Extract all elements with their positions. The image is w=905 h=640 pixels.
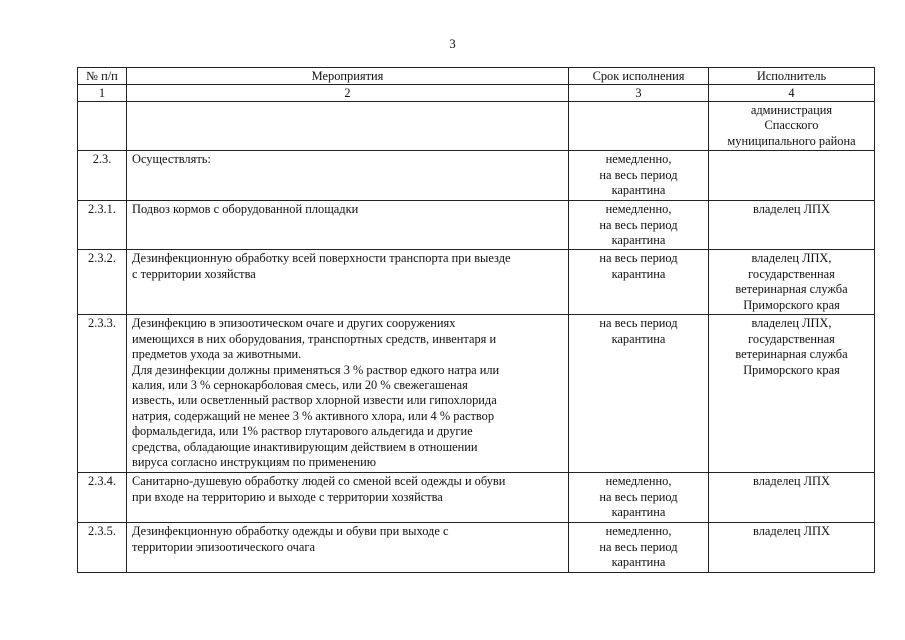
measures-table bbox=[77, 67, 875, 573]
row-number bbox=[78, 102, 127, 151]
row-executor: владелец ЛПХ bbox=[709, 473, 875, 523]
row-activity: Санитарно-душевую обработку людей со сменой всей одежды и обуви при входе на территорию и выходе с территории хозяйства bbox=[127, 473, 569, 523]
table-row bbox=[78, 523, 875, 572]
header-executor: Исполнитель bbox=[709, 68, 875, 85]
row-term: немедленно, на весь период карантина bbox=[569, 523, 709, 572]
row-term: на весь период карантина bbox=[569, 250, 709, 315]
column-index: 1 bbox=[78, 85, 127, 102]
header-term: Срок исполнения bbox=[569, 68, 709, 85]
row-activity: Подвоз кормов с оборудованной площадки bbox=[127, 201, 569, 250]
row-activity bbox=[127, 102, 569, 151]
header-number: № п/п bbox=[78, 68, 127, 85]
table-row bbox=[78, 201, 875, 250]
row-executor: владелец ЛПХ, государственная ветеринарная служба Приморского края bbox=[709, 250, 875, 315]
header-activities: Мероприятия bbox=[127, 68, 569, 85]
row-term: немедленно, на весь период карантина bbox=[569, 473, 709, 523]
table-row bbox=[78, 315, 875, 473]
row-executor: владелец ЛПХ bbox=[709, 201, 875, 250]
column-index: 3 bbox=[569, 85, 709, 102]
page-number: 3 bbox=[449, 36, 456, 51]
table-row bbox=[78, 151, 875, 201]
row-executor: администрация Спасского муниципального района bbox=[709, 102, 875, 151]
table-row bbox=[78, 473, 875, 523]
row-activity: Осуществлять: bbox=[127, 151, 569, 201]
row-number: 2.3.1. bbox=[78, 201, 127, 250]
row-term: на весь период карантина bbox=[569, 315, 709, 473]
row-term bbox=[569, 102, 709, 151]
row-number: 2.3.5. bbox=[78, 523, 127, 572]
column-index: 2 bbox=[127, 85, 569, 102]
row-activity: Дезинфекцию в эпизоотическом очаге и других сооружениях имеющихся в них оборудования, транспортных средств, инвентаря и предметов ухода за животными. Для дезинфекции должны применяться 3 % раствор едкого натра или калия, или 3 % сернокарболовая смесь, или 20 % свежегашеная известь, или осветленный раствор хлорной извести или гипохлорида натрия, содержащий не менее 3 % активного хлора, или 4 % раствор формальдегида, или 1% раствор глутарового альдегида и другие средства, обладающие инактивирующим действием в отношении вируса согласно инструкциям по применению bbox=[127, 315, 569, 473]
table-header-row bbox=[78, 68, 875, 85]
row-activity: Дезинфекционную обработку всей поверхности транспорта при выезде с территории хозяйства bbox=[127, 250, 569, 315]
row-activity: Дезинфекционную обработку одежды и обуви при выходе с территории эпизоотического очага bbox=[127, 523, 569, 572]
row-executor: владелец ЛПХ, государственная ветеринарная служба Приморского края bbox=[709, 315, 875, 473]
table-row bbox=[78, 102, 875, 151]
row-number: 2.3.3. bbox=[78, 315, 127, 473]
table-row bbox=[78, 250, 875, 315]
row-number: 2.3.4. bbox=[78, 473, 127, 523]
row-term: немедленно, на весь период карантина bbox=[569, 151, 709, 201]
row-number: 2.3.2. bbox=[78, 250, 127, 315]
row-executor bbox=[709, 151, 875, 201]
row-term: немедленно, на весь период карантина bbox=[569, 201, 709, 250]
column-index: 4 bbox=[709, 85, 875, 102]
column-index-row bbox=[78, 85, 875, 102]
row-executor: владелец ЛПХ bbox=[709, 523, 875, 572]
row-number: 2.3. bbox=[78, 151, 127, 201]
